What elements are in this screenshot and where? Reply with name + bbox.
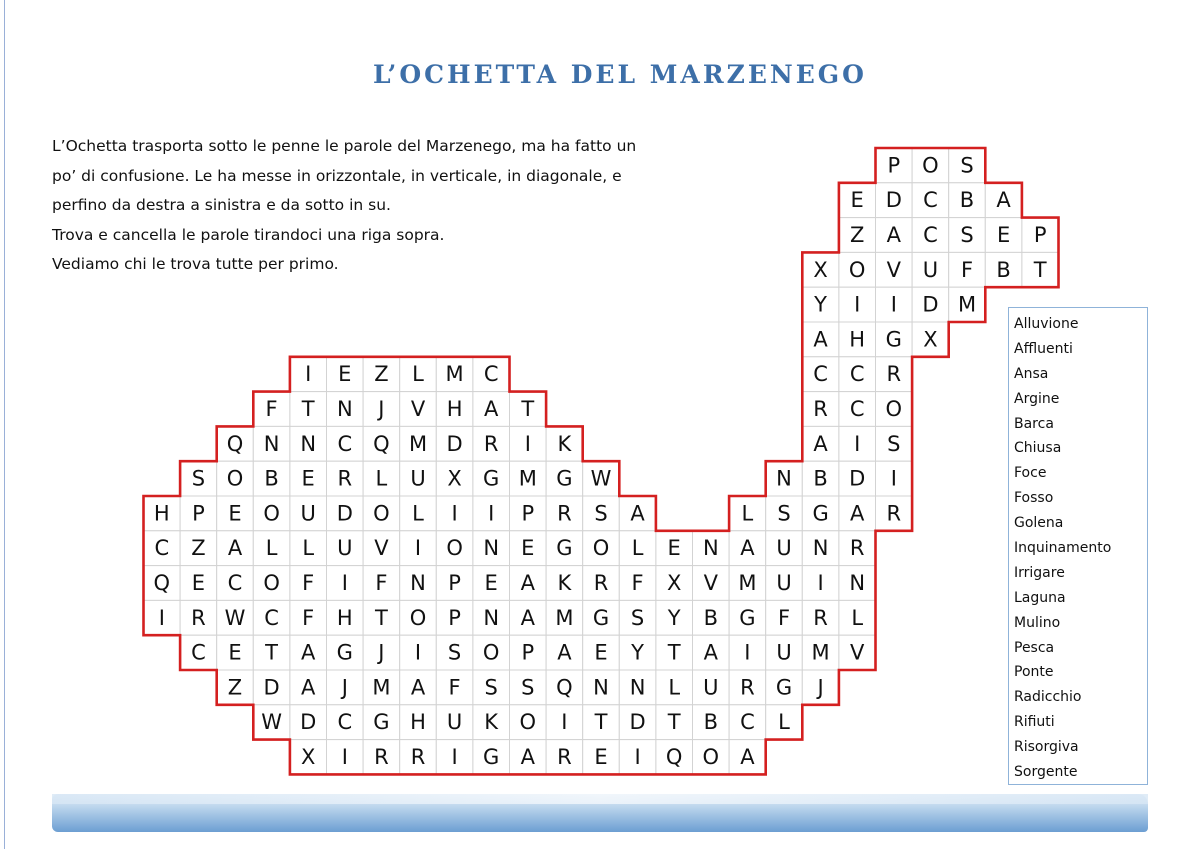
grid-letter: S — [777, 501, 791, 526]
grid-letter: R — [813, 397, 828, 421]
grid-letter: I — [890, 466, 897, 491]
grid-letter: C — [337, 710, 353, 735]
page-title: L’OCHETTA DEL MARZENEGO — [373, 60, 867, 89]
grid-letter: X — [447, 466, 462, 491]
word-list — [1008, 307, 1148, 785]
grid-letter: U — [776, 640, 792, 665]
grid-letter: R — [374, 745, 389, 769]
grid-letter: C — [337, 431, 353, 456]
grid-letter: N — [812, 536, 829, 561]
grid-letter: R — [740, 675, 755, 700]
grid-letter: C — [849, 397, 865, 421]
grid-letter: R — [886, 362, 902, 387]
grid-letter: L — [412, 362, 424, 387]
word-list-item: Laguna — [1014, 589, 1066, 606]
grid-letter: S — [521, 675, 535, 700]
grid-letter: Z — [227, 675, 243, 700]
grid-letter: C — [191, 640, 206, 665]
intro-line: Vediamo chi le trova tutte per primo. — [52, 255, 339, 273]
grid-letter: P — [448, 571, 461, 595]
grid-letter: G — [483, 745, 500, 769]
grid-letter: L — [412, 501, 424, 526]
grid-letter: F — [631, 571, 644, 595]
grid-letter: N — [263, 431, 280, 456]
grid-letter: M — [445, 362, 464, 387]
grid-letter: X — [923, 327, 938, 352]
grid-letter: U — [300, 501, 316, 526]
grid-letter: W — [261, 710, 282, 735]
grid-letter: B — [703, 605, 719, 630]
grid-letter: X — [813, 257, 828, 282]
grid-letter: I — [305, 362, 312, 387]
grid-letter: B — [703, 710, 719, 735]
grid-letter: N — [483, 536, 500, 561]
grid-letter: V — [410, 397, 426, 421]
grid-letter: G — [483, 466, 500, 491]
grid-letter: R — [593, 571, 609, 595]
grid-letter: L — [631, 536, 644, 561]
grid-letter: Z — [374, 362, 389, 387]
grid-letter: M — [518, 466, 537, 491]
grid-letter: L — [375, 466, 388, 491]
grid-letter: P — [521, 640, 535, 665]
grid-letter: G — [739, 605, 756, 630]
grid-letter: A — [301, 640, 316, 665]
grid-letter: S — [960, 153, 974, 178]
grid-letter: X — [301, 745, 316, 769]
grid-letter: I — [414, 640, 422, 665]
grid-letter: O — [482, 640, 500, 665]
grid-letter: D — [263, 675, 280, 700]
grid-letter: F — [302, 571, 315, 595]
grid-letter: I — [854, 431, 861, 456]
word-list-item: Barca — [1014, 415, 1054, 432]
grid-letter: O — [922, 153, 939, 178]
grid-letter: J — [341, 675, 348, 700]
grid-letter: A — [227, 536, 243, 561]
grid-letter: J — [378, 640, 385, 665]
grid-letter: D — [885, 188, 902, 213]
grid-letter: A — [520, 605, 535, 630]
grid-letter: C — [923, 223, 938, 247]
grid-letter: M — [555, 605, 574, 630]
grid-letter: C — [849, 362, 865, 387]
grid-letter: K — [484, 710, 499, 735]
grid-letter: S — [484, 675, 498, 700]
grid-letter: A — [850, 501, 865, 526]
grid-letter: I — [854, 292, 861, 317]
grid-letter: C — [813, 362, 828, 387]
grid-letter: B — [264, 466, 279, 491]
grid-letter: D — [922, 292, 939, 317]
grid-letter: U — [446, 710, 463, 735]
grid-letter: I — [341, 745, 348, 769]
grid-letter: L — [302, 536, 315, 561]
grid-letter: G — [592, 605, 610, 630]
grid-letter: Q — [226, 431, 244, 456]
grid-letter: S — [887, 431, 901, 456]
grid-letter: G — [775, 675, 793, 700]
grid-letter: A — [813, 327, 828, 352]
grid-letter: S — [191, 466, 206, 491]
grid-letter: H — [446, 397, 463, 421]
word-list-item: Fosso — [1014, 490, 1054, 507]
word-list-item: Pesca — [1014, 639, 1055, 656]
grid-letter: T — [301, 397, 315, 421]
grid-letter: V — [850, 640, 865, 665]
grid-letter: L — [778, 710, 790, 735]
water-wave — [52, 794, 1148, 804]
grid-letter: I — [414, 536, 422, 561]
grid-letter: N — [336, 397, 353, 421]
grid-letter: Q — [665, 745, 683, 769]
grid-letter: Q — [153, 571, 171, 595]
grid-letter: C — [264, 605, 279, 630]
grid-letter: R — [410, 745, 426, 769]
grid-letter: K — [557, 571, 572, 595]
grid-letter: H — [410, 710, 426, 735]
grid-letter: G — [812, 501, 829, 526]
grid-letter: E — [667, 536, 681, 561]
grid-letter: N — [702, 536, 719, 561]
grid-letter: A — [301, 675, 316, 700]
grid-letter: C — [154, 536, 170, 561]
grid-letter: E — [996, 223, 1011, 247]
grid-letter: X — [667, 571, 682, 595]
grid-letter: F — [960, 257, 974, 282]
grid-letter: D — [446, 431, 463, 456]
intro-line: po’ di confusione. Le ha messe in orizzontale, in verticale, in diagonale, e — [52, 166, 622, 185]
grid-letter: E — [594, 745, 608, 769]
grid-letter: N — [593, 675, 609, 700]
word-list-item: Golena — [1014, 515, 1064, 532]
grid-letter: H — [336, 605, 353, 630]
grid-letter: O — [263, 571, 280, 595]
grid-letter: A — [410, 675, 426, 700]
grid-letter: I — [817, 571, 824, 595]
grid-letter: N — [410, 571, 426, 595]
word-list-item: Radicchio — [1014, 689, 1082, 706]
intro-line: L’Ochetta trasporta sotto le penne le parole del Marzenego, ma ha fatto un — [52, 137, 637, 155]
word-list-item: Foce — [1014, 465, 1047, 482]
grid-letter: O — [702, 745, 720, 769]
grid-letter: H — [849, 327, 866, 352]
word-list-item: Irrigare — [1014, 564, 1065, 581]
grid-letter: U — [922, 257, 939, 282]
grid-letter: C — [227, 571, 243, 595]
grid-letter: F — [777, 605, 791, 630]
grid-letter: M — [738, 571, 757, 595]
grid-letter: S — [594, 501, 608, 526]
grid-letter: I — [561, 710, 568, 735]
grid-letter: A — [557, 640, 572, 665]
grid-letter: W — [590, 466, 612, 491]
word-list-item: Risorgiva — [1014, 739, 1079, 756]
grid-letter: D — [629, 710, 646, 735]
grid-letter: G — [336, 640, 353, 665]
grid-letter: C — [740, 710, 755, 735]
word-list-item: Alluvione — [1014, 316, 1079, 332]
grid-letter: A — [886, 223, 901, 247]
grid-letter: E — [338, 362, 352, 387]
grid-letter: I — [524, 431, 531, 456]
grid-letter: Y — [667, 605, 681, 630]
grid-letter: R — [557, 745, 572, 769]
grid-letter: O — [409, 605, 427, 630]
grid-letter: R — [557, 501, 572, 526]
grid-letter: R — [849, 536, 865, 561]
word-list-item: Sorgente — [1014, 764, 1078, 781]
grid-letter: D — [300, 710, 317, 735]
grid-letter: P — [448, 605, 461, 630]
grid-letter: P — [887, 153, 901, 178]
grid-letter: A — [520, 571, 535, 595]
grid-letter: O — [885, 397, 903, 421]
grid-letter: O — [226, 466, 244, 491]
grid-letter: I — [634, 745, 641, 769]
grid-letter: C — [923, 188, 938, 213]
grid-letter: I — [341, 571, 348, 595]
grid-letter: N — [776, 466, 792, 491]
grid-letter: U — [337, 536, 353, 561]
grid-letter: O — [263, 501, 280, 526]
grid-letter: P — [1033, 223, 1047, 247]
grid-letter: G — [556, 536, 573, 561]
grid-letter: U — [776, 571, 792, 595]
grid-letter: F — [375, 571, 388, 595]
word-list-item: Chiusa — [1014, 440, 1062, 457]
grid-letter: R — [813, 605, 828, 630]
grid-letter: U — [410, 466, 426, 491]
grid-letter: N — [483, 605, 500, 630]
grid-letter: A — [740, 745, 755, 769]
grid-letter: I — [744, 640, 751, 665]
grid-letter: M — [408, 431, 428, 456]
grid-letter: J — [817, 675, 824, 700]
grid-letter: L — [265, 536, 278, 561]
grid-letter: S — [447, 640, 462, 665]
grid-letter: I — [451, 745, 458, 769]
grid-letter: A — [996, 188, 1011, 213]
grid-letter: T — [521, 397, 535, 421]
grid-letter: F — [265, 397, 278, 421]
grid-letter: E — [521, 536, 535, 561]
grid-letter: O — [446, 536, 463, 561]
grid-letter: N — [300, 431, 317, 456]
grid-letter: E — [594, 640, 608, 665]
grid-letter: A — [630, 501, 645, 526]
grid-letter: U — [776, 536, 792, 561]
grid-letter: M — [957, 292, 977, 317]
word-list-item: Mulino — [1014, 614, 1061, 631]
grid-letter: O — [848, 257, 866, 282]
word-list-item: Affluenti — [1014, 340, 1073, 357]
grid-letter: Z — [850, 223, 865, 247]
grid-letter: N — [849, 571, 866, 595]
grid-letter: L — [851, 605, 864, 630]
word-list-item: Argine — [1014, 390, 1060, 407]
grid-letter: V — [374, 536, 389, 561]
grid-letter: G — [556, 466, 573, 491]
grid-letter: L — [741, 501, 754, 526]
grid-letter: R — [191, 605, 206, 630]
grid-letter: Z — [191, 536, 206, 561]
grid-letter: O — [519, 710, 537, 735]
grid-letter: O — [592, 536, 610, 561]
word-list-item: Ansa — [1014, 365, 1049, 382]
grid-letter: Q — [373, 431, 390, 456]
grid-letter: E — [484, 571, 498, 595]
grid-letter: S — [960, 223, 974, 247]
grid-letter: E — [228, 501, 242, 526]
grid-letter: A — [520, 745, 535, 769]
word-list-item: Inquinamento — [1014, 540, 1112, 557]
grid-letter: L — [668, 675, 681, 700]
grid-letter: I — [158, 605, 165, 630]
grid-letter: I — [451, 501, 458, 526]
grid-letter: B — [959, 188, 975, 213]
grid-letter: R — [886, 501, 902, 526]
grid-letter: Q — [556, 675, 573, 700]
grid-letter: S — [630, 605, 645, 630]
grid-letter: A — [703, 640, 718, 665]
grid-letter: O — [373, 501, 390, 526]
grid-letter: T — [667, 640, 681, 665]
grid-letter: C — [483, 362, 499, 387]
grid-letter: Y — [814, 292, 828, 317]
grid-letter: T — [1033, 257, 1047, 282]
grid-letter: P — [521, 501, 535, 526]
grid-letter: D — [336, 501, 353, 526]
grid-letter: W — [224, 605, 246, 630]
grid-letter: T — [374, 605, 388, 630]
grid-letter: A — [813, 431, 828, 456]
grid-letter: A — [740, 536, 755, 561]
grid-letter: V — [886, 257, 901, 282]
grid-letter: J — [378, 397, 385, 421]
grid-letter: P — [192, 501, 205, 526]
grid-letter: I — [890, 292, 897, 317]
grid-letter: V — [703, 571, 718, 595]
grid-letter: E — [850, 188, 864, 213]
grid-letter: E — [228, 640, 242, 665]
grid-letter: R — [337, 466, 353, 491]
grid-letter: M — [811, 640, 830, 665]
grid-letter: R — [483, 431, 499, 456]
grid-letter: B — [996, 257, 1011, 282]
grid-letter: T — [667, 710, 681, 735]
word-list-item: Rifiuti — [1014, 714, 1055, 731]
grid-letter: E — [191, 571, 206, 595]
grid-letter: H — [153, 501, 170, 526]
grid-letter: B — [813, 466, 828, 491]
grid-letter: F — [448, 675, 461, 700]
grid-letter: K — [557, 431, 572, 456]
grid-letter: M — [372, 675, 391, 700]
grid-letter: T — [265, 640, 279, 665]
grid-letter: I — [488, 501, 495, 526]
grid-letter: N — [629, 675, 646, 700]
grid-letter: G — [373, 710, 390, 735]
word-list-item: Ponte — [1014, 664, 1054, 681]
intro-line: perfino da destra a sinistra e da sotto in su. — [52, 196, 391, 214]
grid-letter: Y — [631, 640, 645, 665]
grid-letter: F — [302, 605, 315, 630]
grid-letter: T — [594, 710, 608, 735]
grid-letter: A — [484, 397, 499, 421]
grid-letter: E — [301, 466, 315, 491]
grid-letter: U — [703, 675, 719, 700]
grid-letter: G — [885, 327, 902, 352]
intro-line: Trova e cancella le parole tirandoci una riga sopra. — [52, 225, 445, 244]
grid-letter: D — [849, 466, 866, 491]
